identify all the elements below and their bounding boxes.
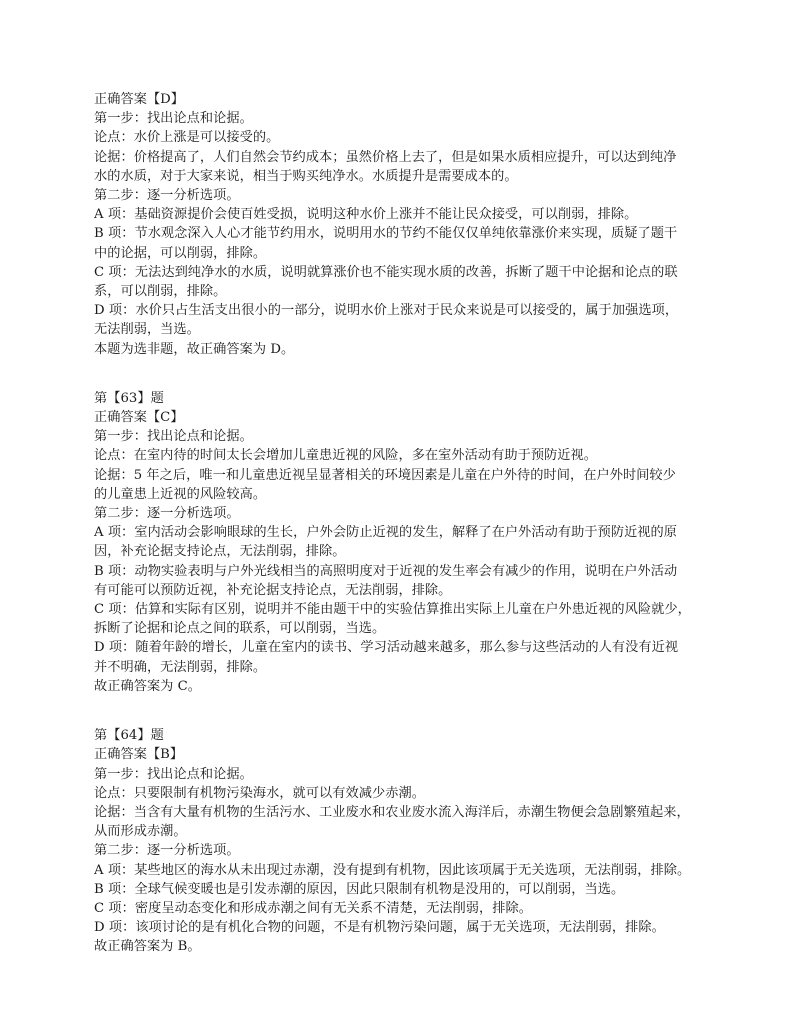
evidence-line: 论据：当含有大量有机物的生活污水、工业废水和农业废水流入海洋后，赤潮生物便会急剧繁殖起来， bbox=[94, 804, 690, 820]
question-section-64 bbox=[94, 726, 714, 956]
step-heading: 第二步：逐一分析选项。 bbox=[94, 843, 240, 859]
question-number: 第【63】题 bbox=[94, 390, 164, 406]
conclusion-line: 故正确答案为 B。 bbox=[94, 939, 201, 955]
option-line: C 项：无法达到纯净水的水质，说明就算涨价也不能实现水质的改善，拆断了题干中论据和论点的联 bbox=[94, 264, 678, 280]
conclusion-line: 故正确答案为 C。 bbox=[94, 678, 202, 694]
option-line: 有可能可以预防近视，补充论据支持论点，无法削弱，排除。 bbox=[94, 582, 452, 598]
step-heading: 第一步：找出论点和论据。 bbox=[94, 111, 253, 127]
option-line: B 项：动物实验表明与户外光线相当的高照明度对于近视的发生率会有减少的作用，说明在户外活动 bbox=[94, 563, 678, 579]
argument-line: 论点：水价上涨是可以接受的。 bbox=[94, 130, 280, 146]
option-line: 中的论据，可以削弱，排除。 bbox=[94, 245, 267, 261]
correct-answer-line: 正确答案【D】 bbox=[94, 92, 185, 107]
evidence-line: 论据：价格提高了，人们自然会节约成本；虽然价格上去了，但是如果水质相应提升，可以达到纯净 bbox=[94, 149, 677, 165]
step-heading: 第二步：逐一分析选项。 bbox=[94, 188, 240, 204]
option-line: 系，可以削弱，排除。 bbox=[94, 284, 227, 300]
option-line: C 项：估算和实际有区别，说明并不能由题干中的实验估算推出实际上儿童在户外患近视的风险就少， bbox=[94, 602, 691, 618]
answer-section-62 bbox=[94, 90, 714, 359]
option-line: C 项：密度呈动态变化和形成赤潮之间有无关系不清楚，无法削弱，排除。 bbox=[94, 900, 532, 916]
document-page bbox=[94, 90, 714, 957]
question-number: 第【64】题 bbox=[94, 728, 164, 744]
option-line: 无法削弱，当选。 bbox=[94, 322, 200, 338]
step-heading: 第一步：找出论点和论据。 bbox=[94, 766, 253, 782]
correct-answer-line: 正确答案【C】 bbox=[94, 410, 184, 426]
conclusion-line: 本题为选非题，故正确答案为 D。 bbox=[94, 341, 295, 357]
option-line: A 项：某些地区的海水从未出现过赤潮，没有提到有机物，因此该项属于无关选项，无法削弱，排除。 bbox=[94, 862, 691, 878]
evidence-line: 从而形成赤潮。 bbox=[94, 824, 187, 840]
option-line: 拆断了论据和论点之间的联系，可以削弱，当选。 bbox=[94, 621, 386, 637]
option-line: 并不明确，无法削弱，排除。 bbox=[94, 659, 267, 675]
evidence-line: 的儿童患上近视的风险较高。 bbox=[94, 486, 267, 502]
evidence-line: 水的水质，对于大家来说，相当于购买纯净水。水质提升是需要成本的。 bbox=[94, 168, 518, 184]
question-section-63 bbox=[94, 389, 714, 696]
option-line: 因，补充论据支持论点，无法削弱，排除。 bbox=[94, 544, 346, 560]
option-line: D 项：水价只占生活支出很小的一部分，说明水价上涨对于民众来说是可以接受的，属于加强选项， bbox=[94, 303, 679, 319]
argument-line: 论点：只要限制有机物污染海水，就可以有效减少赤潮。 bbox=[94, 785, 425, 801]
option-line: D 项：随着年龄的增长，儿童在室内的读书、学习活动越来越多，那么参与这些活动的人有没有近视 bbox=[94, 640, 679, 656]
evidence-line: 论据：5 年之后，唯一和儿童患近视呈显著相关的环境因素是儿童在户外待的时间，在户外时间较少 bbox=[94, 467, 676, 483]
option-line: B 项：全球气候变暖也是引发赤潮的原因，因此只限制有机物是没用的，可以削弱，当选。 bbox=[94, 881, 625, 897]
correct-answer-line: 正确答案【B】 bbox=[94, 747, 184, 763]
step-heading: 第二步：逐一分析选项。 bbox=[94, 506, 240, 522]
option-line: B 项：节水观念深入人心才能节约用水，说明用水的节约不能仅仅单纯依靠涨价来实现，质疑了题干 bbox=[94, 226, 678, 242]
option-line: A 项：室内活动会影响眼球的生长，户外会防止近视的发生，解释了在户外活动有助于预防近视的原 bbox=[94, 525, 678, 541]
option-line: D 项：该项讨论的是有机化合物的问题，不是有机物污染问题，属于无关选项，无法削弱，排除。 bbox=[94, 920, 665, 936]
step-heading: 第一步：找出论点和论据。 bbox=[94, 429, 253, 445]
option-line: A 项：基础资源提价会使百姓受损，说明这种水价上涨并不能让民众接受，可以削弱，排除。 bbox=[94, 207, 638, 223]
argument-line: 论点：在室内待的时间太长会增加儿童患近视的风险，多在室外活动有助于预防近视。 bbox=[94, 448, 598, 464]
